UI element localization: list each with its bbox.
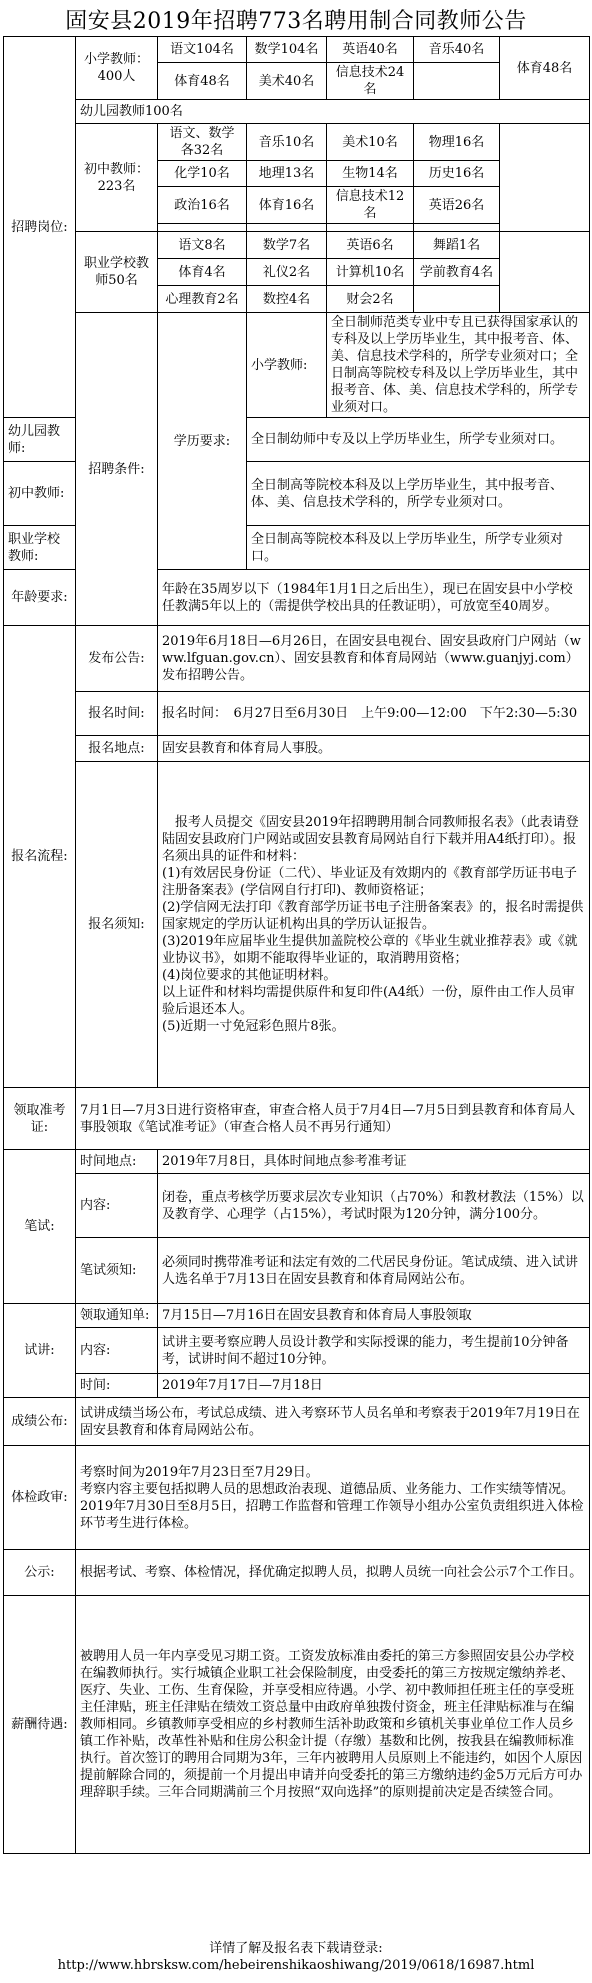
salary-text: 被聘用人员一年内享受见习期工资。工资发放标准由委托的第三方参照固安县公办学校在编教师执行。实行城镇企业职工社会保险制度，由受委托的第三方按规定缴纳养老、医疗、失业、工伤、生育保险，并享受相应待遇。小学、初中教师担任班主任的享受班主任津贴，班主任津贴在绩效工资总量中由政府单独拨付资金，班主任津贴标准与在编教师相同。乡镇教师享受相应的乡村教师生活补助政策和乡镇机关事业单位工作人员乡镇工作补贴，改革性补贴和住房公积金计提（存缴）基数和比例，按我县在编教师标准执行。首次签订的聘用合同期为3年，三年内被聘用人员原则上不能违约，如因个人原因提前解除合同的，须提前一个月提出申请并向受委托的第三方缴纳违约金5万元后方可办理辞职手续。三年合同期满前三个月按照“双向选择”的原则提前决定是否续签合同。	[76, 1596, 590, 1854]
salary-label: 薪酬待遇:	[4, 1596, 76, 1854]
position-item: 物理16名	[414, 124, 500, 161]
position-item: 音乐10名	[247, 124, 327, 161]
written-exam-label: 笔试:	[4, 1150, 76, 1304]
trial-lecture-label: 试讲:	[4, 1304, 76, 1398]
written-exam-value: 闭卷，重点考核学历要求层次专业知识（占70%）和教材教法（15%）以及教育学、心理学（占15%），考试时限为120分钟，满分100分。	[158, 1174, 590, 1238]
registration-time-label: 报名时间:	[76, 692, 158, 736]
written-exam-value: 2019年7月8日，具体时间地点参考准考证	[158, 1150, 590, 1174]
position-item: 英语40名	[327, 37, 414, 63]
position-item: 政治16名	[158, 187, 247, 224]
footer-link[interactable]: http://www.hbrsksw.com/hebeirenshikaoshiwang/2019/0618/16987.html	[57, 1958, 535, 1973]
junior-teacher-count: 初中教师： 223名	[76, 124, 158, 232]
vocational-teacher-count: 职业学校教 师50名	[76, 232, 158, 313]
registration-note-item: (3)2019年应届毕业生提供加盖院校公章的《毕业生就业推荐表》或《就业协议书》，如期不能取得毕业证的，取消聘用资格；	[162, 934, 578, 966]
publish-notice-label: 发布公告:	[76, 626, 158, 692]
position-item: 美术10名	[327, 124, 414, 161]
position-item: 体育48名	[500, 37, 590, 100]
table-cell	[414, 286, 500, 313]
position-item: 英语6名	[327, 232, 414, 259]
condition-key: 职业学校教师:	[4, 526, 76, 570]
registration-place-label: 报名地点:	[76, 736, 158, 762]
trial-lecture-value: 2019年7月17日—7月18日	[158, 1374, 590, 1398]
condition-value: 全日制师范类专业中专且已获得国家承认的专科及以上学历毕业生，其中报考音、体、美、信息技术学科的，所学专业须对口；全日制高等院校专科及以上学历毕业生，其中报考音、体、美、信息技术学科的，所学专业须对口。	[327, 313, 590, 418]
position-item: 礼仪2名	[247, 259, 327, 286]
registration-time-text: 报名时间： 6月27日至6月30日 上午9:00—12:00 下午2:30—5:30	[158, 692, 590, 736]
condition-value: 全日制高等院校本科及以上学历毕业生，所学专业须对口。	[247, 526, 590, 570]
position-item: 学前教育4名	[414, 259, 500, 286]
position-item: 数学104名	[247, 37, 327, 63]
written-exam-value: 必须同时携带准考证和法定有效的二代居民身份证。笔试成绩、进入试讲人选名单于7月13日在固安县教育和体育局网站公布。	[158, 1238, 590, 1304]
table-cell	[158, 224, 247, 232]
position-item: 信息技术24名	[327, 63, 414, 100]
position-item: 音乐40名	[414, 37, 500, 63]
position-item: 体育48名	[158, 63, 247, 100]
publish-notice-text: 2019年6月18日—6月26日，在固安县电视台、固安县政府门户网站（www.lfguan.gov.cn）、固安县教育和体育局网站（www.guanjyj.com）发布招聘公告。	[158, 626, 590, 692]
table-cell	[500, 124, 590, 232]
position-item: 体育4名	[158, 259, 247, 286]
trial-lecture-key: 时间:	[76, 1374, 158, 1398]
admission-ticket-label: 领取准考证:	[4, 1088, 76, 1150]
education-requirement-label: 学历要求:	[158, 313, 247, 570]
primary-teacher-count: 小学教师： 400人	[76, 37, 158, 100]
position-item: 语文104名	[158, 37, 247, 63]
position-item: 体育16名	[247, 187, 327, 224]
public-notice-label: 公示:	[4, 1550, 76, 1596]
registration-note-item: (2)学信网无法打印《教育部学历证书电子注册备案表》的，报名时需提供国家规定的学历认证机构出具的学历认证报告。	[162, 900, 584, 932]
results-text: 试讲成绩当场公布，考试总成绩、进入考察环节人员名单和考察表于2019年7月19日在固安县教育和体育局网站公布。	[76, 1398, 590, 1446]
trial-lecture-value: 试讲主要考察应聘人员设计教学和实际授课的能力，考生提前10分钟备考，试讲时间不超过10分钟。	[158, 1328, 590, 1374]
table-cell	[327, 224, 414, 232]
announcement-table	[3, 36, 590, 1854]
page-title: 固安县2019年招聘773名聘用制合同教师公告	[65, 9, 527, 34]
table-cell	[414, 63, 500, 100]
registration-notes-label: 报名须知:	[76, 762, 158, 1088]
public-notice-text: 根据考试、考察、体检情况，择优确定拟聘人员，拟聘人员统一向社会公示7个工作日。	[76, 1550, 590, 1596]
age-requirement-label: 年龄要求:	[4, 570, 76, 626]
condition-key: 幼儿园教师:	[4, 418, 76, 462]
position-item: 化学10名	[158, 161, 247, 187]
position-item: 语文8名	[158, 232, 247, 259]
registration-notes	[158, 762, 590, 1088]
registration-note-item: (4)岗位要求的其他证明材料。	[162, 968, 337, 983]
position-item: 生物14名	[327, 161, 414, 187]
footer-more-info: 详情了解及报名表下载请登录:	[209, 1941, 383, 1956]
position-item: 财会2名	[327, 286, 414, 313]
registration-note-item: 报考人员提交《固安县2019年招聘聘用制合同教师报名表》（此表请登陆固安县政府门户网站或固安县教育局网站自行下载并用A4纸打印）。报名须出具的证件和材料：	[162, 815, 579, 864]
written-exam-key: 时间地点:	[76, 1150, 158, 1174]
table-cell	[500, 232, 590, 313]
condition-key: 初中教师:	[4, 462, 76, 526]
position-item: 历史16名	[414, 161, 500, 187]
position-item: 数学7名	[247, 232, 327, 259]
trial-lecture-key: 内容:	[76, 1328, 158, 1374]
position-item: 数控4名	[247, 286, 327, 313]
kindergarten-teacher-count: 幼儿园教师100名	[76, 100, 590, 124]
position-item: 英语26名	[414, 187, 500, 224]
registration-place-text: 固安县教育和体育局人事股。	[158, 736, 590, 762]
table-cell	[414, 224, 500, 232]
position-item: 计算机10名	[327, 259, 414, 286]
table-cell	[247, 224, 327, 232]
recruit-conditions-label: 招聘条件:	[76, 313, 158, 626]
registration-note-item: (1)有效居民身份证（二代）、毕业证及有效期内的《教育部学历证书电子注册备案表》(学信网自行打印)、教师资格证；	[162, 866, 577, 898]
age-requirement-text: 年龄在35周岁以下（1984年1月1日之后出生），现已在固安县中小学校任教满5年以上的（需提供学校出具的任教证明），可放宽至40周岁。	[158, 570, 590, 626]
condition-value: 全日制幼师中专及以上学历毕业生，所学专业须对口。	[247, 418, 590, 462]
position-item: 心理教育2名	[158, 286, 247, 313]
written-exam-key: 笔试须知:	[76, 1238, 158, 1304]
position-item: 地理13名	[247, 161, 327, 187]
results-label: 成绩公布:	[4, 1398, 76, 1446]
position-item: 语文、数学 各32名	[158, 124, 247, 161]
medical-exam-label: 体检政审:	[4, 1446, 76, 1550]
trial-lecture-key: 领取通知单:	[76, 1304, 158, 1328]
position-item: 美术40名	[247, 63, 327, 100]
registration-note-item: 以上证件和材料均需提供原件和复印件(A4纸）一份，原件由工作人员审验后退还本人。	[162, 985, 575, 1017]
trial-lecture-value: 7月15日—7月16日在固安县教育和体育局人事股领取	[158, 1304, 590, 1328]
registration-note-item: (5)近期一寸免冠彩色照片8张。	[162, 1019, 345, 1034]
admission-ticket-text: 7月1日—7月3日进行资格审查，审查合格人员于7月4日—7月5日到县教育和体育局人事股领取《笔试准考证》（审查合格人员不再另行通知）	[76, 1088, 590, 1150]
condition-value: 全日制高等院校本科及以上学历毕业生，其中报考音、体、美、信息技术学科的，所学专业须对口。	[247, 462, 590, 526]
position-item: 信息技术12名	[327, 187, 414, 224]
condition-key: 小学教师:	[247, 313, 327, 418]
written-exam-key: 内容:	[76, 1174, 158, 1238]
recruit-positions-label: 招聘岗位:	[4, 37, 76, 418]
position-item: 舞蹈1名	[414, 232, 500, 259]
registration-process-label: 报名流程:	[4, 626, 76, 1088]
medical-exam-text: 考察时间为2019年7月23日至7月29日。 考察内容主要包括拟聘人员的思想政治表现、道德品质、业务能力、工作实绩等情况。 2019年7月30日至8月5日，招聘工作监督和管理工作领导小组办公室负责组织进入体检环节考生进行体检。	[76, 1446, 590, 1550]
